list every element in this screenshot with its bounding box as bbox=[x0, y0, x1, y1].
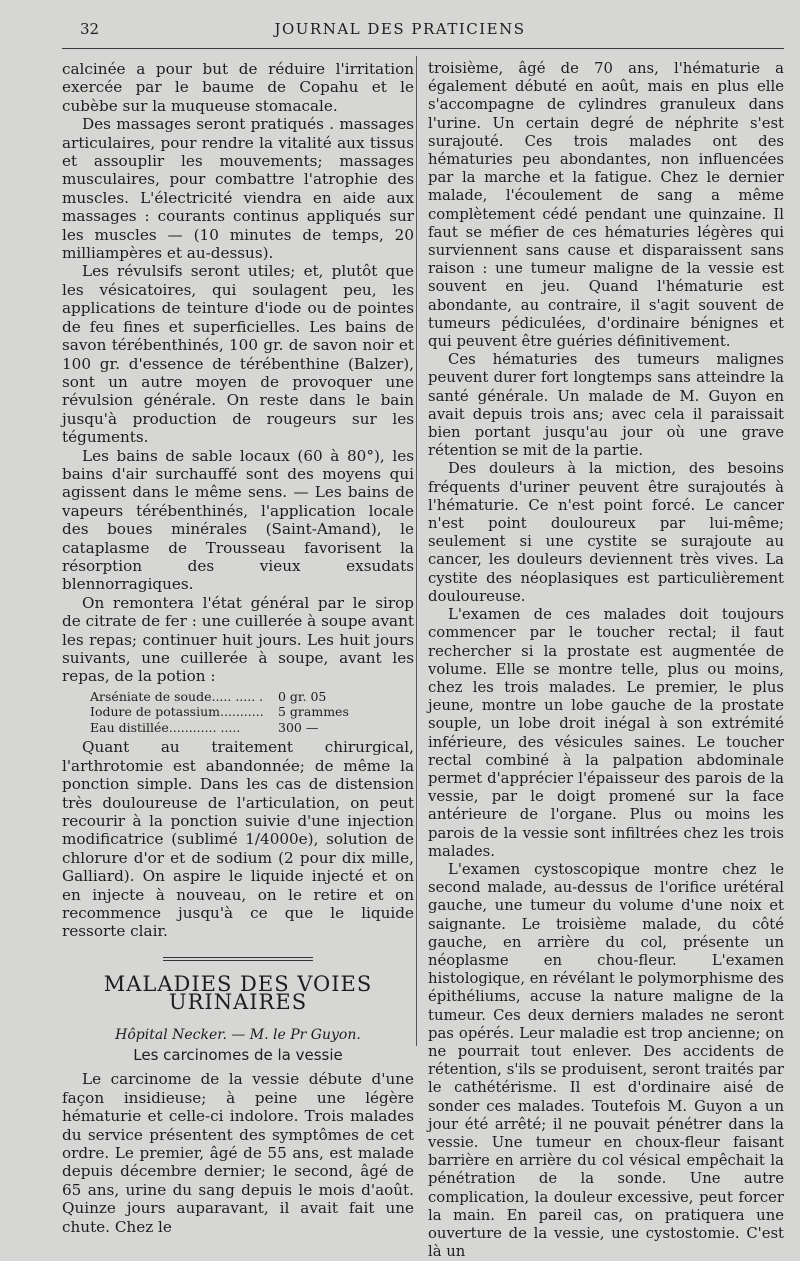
left-column bbox=[62, 60, 414, 1236]
ingredient-name: Eau distillée............ ..... bbox=[90, 719, 241, 735]
section-title: MALADIES DES VOIES URINAIRES bbox=[103, 971, 373, 1015]
paragraph: Des massages seront pratiqués . massages articulaires, pour rendre la vitalité aux tissus et assouplir les mouvements; massages musculaires, pour combattre l'atrophie des muscles. L'électricité viendra en aide aux massages : courants continus appliqués sur les muscles — (10 minutes de temps, 20 milliampères et au-dessus). bbox=[62, 115, 414, 263]
paragraph: calcinée a pour but de réduire l'irritation exercée par le baume de Copahu et le cubèbe sur la muqueuse stomacale. bbox=[62, 60, 414, 115]
paragraph: Les bains de sable locaux (60 à 80°), les bains d'air surchauffé sont des moyens qui agissent dans le même sens. — Les bains de vapeurs térébenthinés, l'application locale des boues minérales (Saint-Amand), le cataplasme de Trousseau favorisent la résorption des vieux exsudats blennorragiques. bbox=[62, 446, 414, 594]
formula-row bbox=[90, 704, 414, 720]
article-title: Les carcinomes de la vessie bbox=[133, 1046, 343, 1064]
ingredient-quantity: 5 grammes bbox=[278, 704, 349, 720]
paragraph: Des douleurs à la miction, des besoins fréquents d'uriner peuvent être surajoutés à l'hématurie. Ce n'est point forcé. Le cancer n'est point douloureux par lui-même; seulement si une cystite se surajoute au cancer, les douleurs deviennent très vives. La cystite des néoplasiques est particulièrement douloureuse. bbox=[428, 460, 784, 605]
paragraph: Les révulsifs seront utiles; et, plutôt que les vésicatoires, qui soulagent peu, les applications de teinture d'iode ou de pointes de feu fines et superficielles. Les bains de savon térébenthinés, 100 gr. de savon noir et 100 gr. d'essence de térébenthine (Balzer), sont un autre moyen de provoquer une révulsion générale. On reste dans le bain jusqu'à production de rougeurs sur les téguments. bbox=[62, 262, 414, 447]
section-separator bbox=[163, 957, 313, 961]
paragraph: Quant au traitement chirurgical, l'arthrotomie est abandonnée; de même la ponction simple. Dans les cas de distension très douloureuse de l'articulation, on peut recourir à la ponction suivie d'une injection modificatrice (sublimé 1/4000e), solution de chlorure d'or et de sodium (2 pour dix mille, Galliard). On aspire le liquide injecté et on en injecte à nouveau, on le retire et on recommence jusqu'à ce que le liquide ressorte clair. bbox=[62, 738, 414, 941]
ingredient-quantity: 0 gr. 05 bbox=[278, 688, 327, 704]
ingredient-quantity: 300 — bbox=[278, 719, 319, 735]
right-column bbox=[428, 60, 784, 1261]
paragraph: Ces hématuries des tumeurs malignes peuvent durer fort longtemps sans atteindre la santé générale. Un malade de M. Guyon en avait depuis trois ans; avec cela il paraissait bien portant jusqu'au jour où une grave rétention se mit de la partie. bbox=[428, 351, 784, 460]
paragraph: L'examen cystoscopique montre chez le second malade, au-dessus de l'orifice urétéral gauche, une tumeur du volume d'une noix et saignante. Le troisième malade, du côté gauche, en arrière du col, présente un néoplasme en chou-fleur. L'examen histologique, en révélant le polymorphisme des épithéliums, accuse la nature maligne de la tumeur. Ces deux derniers malades ne seront pas opérés. Leur maladie est trop ancienne; on ne pourrait tout enlever. Des accidents de rétention, s'ils se produisent, seront traités par le cathétérisme. Il est d'ordinaire aisé de sonder ces malades. Toutefois M. Guyon a un jour été arrêté; il ne pouvait pénétrer dans la vessie. Une tumeur en choux-fleur faisant barrière en arrière du col vésical empêchait la pénétration de la sonde. Une autre complication, la douleur excessive, peut forcer la main. En pareil cas, on pratiquera une ouverture de la vessie, une cystostomie. C'est là un bbox=[428, 860, 784, 1261]
formula-row bbox=[90, 720, 414, 736]
paragraph: L'examen de ces malades doit toujours commencer par le toucher rectal; il faut rechercher si la prostate est augmentée de volume. Elle se montre telle, plus ou moins, chez les trois malades. Le premier, le plus jeune, montre un lobe gauche de la prostate souple, un lobe droit inégal à son extrémité inférieure, des vésicules saines. Le toucher rectal combiné à la palpation abdominale permet d'apprécier l'épaisseur des parois de la vessie, par le doigt promené sur la face antérieure de l'organe. Plus ou moins les parois de la vessie sont infiltrées chez les trois malades. bbox=[428, 606, 784, 860]
paragraph: Le carcinome de la vessie débute d'une façon insidieuse; à peine une légère hématurie et celle-ci indolore. Trois malades du service présentent des symptômes de cet ordre. Le premier, âgé de 55 ans, est malade depuis décembre dernier; le second, âgé de 65 ans, urine du sang depuis le mois d'août. Quinze jours auparavant, il avait fait une chute. Chez le bbox=[62, 1070, 414, 1236]
page-number: 32 bbox=[80, 20, 100, 38]
header-rule bbox=[62, 48, 784, 49]
paragraph: On remontera l'état général par le sirop de citrate de fer : une cuillerée à soupe avant les repas; continuer huit jours. Les huit jours suivants, une cuillerée à soupe, avant les repas, de la potion : bbox=[62, 593, 414, 686]
ingredient-name: Arséniate de soude..... ..... . bbox=[90, 688, 264, 704]
hospital-byline: Hôpital Necker. — M. le Pr Guyon. bbox=[115, 1026, 361, 1043]
ingredient-name: Iodure de potassium........... bbox=[90, 704, 264, 720]
running-header bbox=[0, 20, 800, 44]
column-divider bbox=[416, 56, 417, 1046]
formula-row bbox=[90, 689, 414, 705]
paragraph: troisième, âgé de 70 ans, l'hématurie a également débuté en août, mais en plus elle s'accompagne de cylindres granuleux dans l'urine. Un certain degré de néphrite s'est surajouté. Ces trois malades ont des hématuries peu abondantes, non influencées par la marche et la fatigue. Chez le dernier malade, l'écoulement de sang a même complètement cédé pendant une quinzaine. Il faut se méfier de ces hématuries légères qui surviennent sans cause et disparaissent sans raison : une tumeur maligne de la vessie est souvent en jeu. Quand l'hématurie est abondante, au contraire, il s'agit souvent de tumeurs pédiculées, d'ordinaire bénignes et qui peuvent être guéries définitivement. bbox=[428, 60, 784, 351]
journal-title: JOURNAL DES PRATICIENS bbox=[274, 20, 526, 38]
prescription-formula bbox=[90, 689, 414, 736]
